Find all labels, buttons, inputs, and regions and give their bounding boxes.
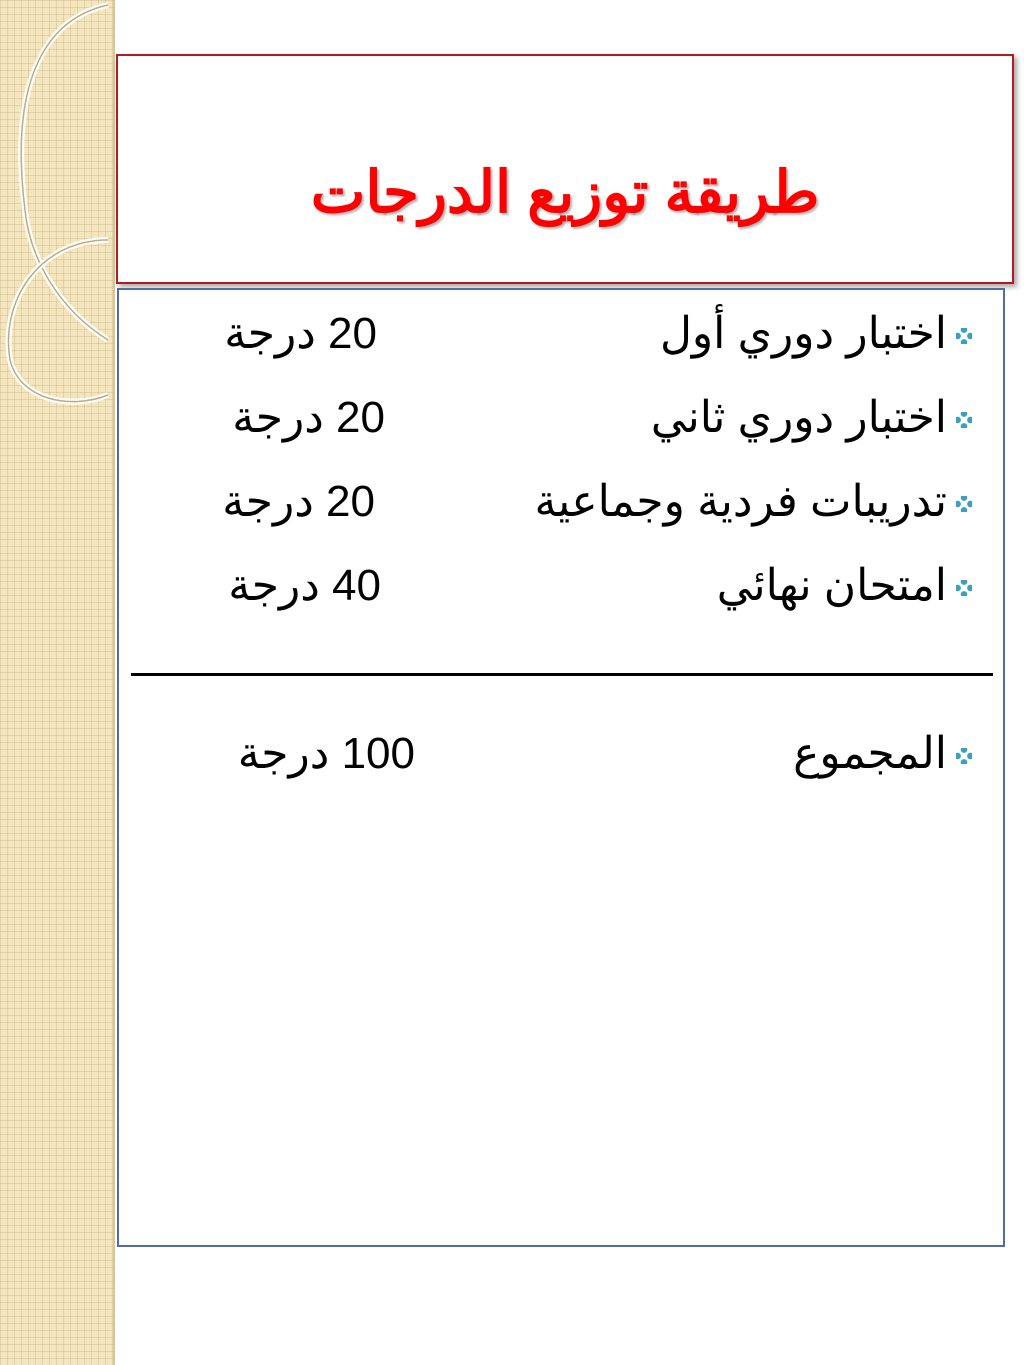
total-value: 100 درجة <box>237 729 415 778</box>
item-label: امتحان نهائي <box>716 561 947 610</box>
list-item <box>119 472 1003 532</box>
title-box <box>116 54 1014 284</box>
item-value: 20 درجة <box>222 477 375 526</box>
total-row <box>119 724 1003 784</box>
diamond-dots-icon <box>951 743 977 769</box>
list-item <box>119 304 1003 364</box>
diamond-dots-icon <box>951 491 977 517</box>
total-label: المجموع <box>793 729 947 778</box>
divider <box>131 673 993 676</box>
item-value: 20 درجة <box>224 309 377 358</box>
list-item <box>119 388 1003 448</box>
diamond-dots-icon <box>951 575 977 601</box>
diamond-dots-icon <box>951 323 977 349</box>
page-title: طريقة توزيع الدرجات <box>310 160 820 225</box>
diamond-dots-icon <box>951 407 977 433</box>
content-box <box>117 288 1005 1247</box>
item-label: تدريبات فردية وجماعية <box>534 477 947 526</box>
list-item <box>119 556 1003 616</box>
item-value: 20 درجة <box>232 393 385 442</box>
item-label: اختبار دوري أول <box>659 309 947 358</box>
item-label: اختبار دوري ثاني <box>650 393 947 442</box>
item-value: 40 درجة <box>228 561 381 610</box>
